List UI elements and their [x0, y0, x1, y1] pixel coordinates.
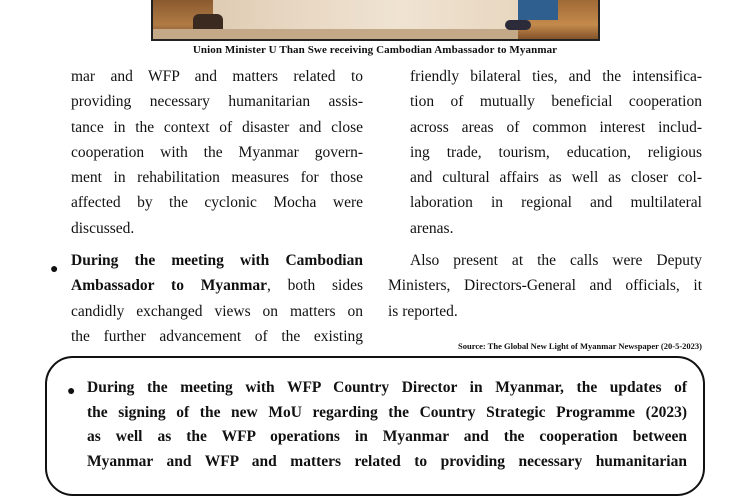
left-column-bullet [71, 248, 363, 349]
text-line: laboration in regional and multilateral [410, 194, 702, 212]
bullet-icon: ● [67, 384, 76, 399]
text-line: discussed. [71, 219, 135, 237]
right-column-paragraph [410, 64, 702, 241]
bold-text: Ambassador to Myanmar [71, 277, 268, 295]
text-line: the signing of the new MoU regarding the Country Strategic Programme (2023) [87, 403, 687, 421]
text-line: friendly bilateral ties, and the intensifica- [410, 68, 702, 85]
text-line: providing necessary humanitarian assis- [71, 93, 363, 111]
text-line: candidly exchanged views on matters on [71, 302, 363, 320]
text-line: is reported. [388, 302, 458, 320]
text-line: tion of mutually beneficial cooperation [410, 93, 702, 111]
text-line: During the meeting with WFP Country Director in Myanmar, the updates of [87, 379, 687, 396]
text-line: ing trade, tourism, education, religious [410, 143, 702, 161]
text-line [71, 248, 363, 273]
bold-text: During the meeting with Cambodian [71, 252, 363, 269]
right-column-paragraph-2 [388, 248, 702, 324]
text-run: , both sides [267, 277, 363, 295]
text-line: arenas. [410, 219, 454, 237]
boxed-text [87, 376, 687, 474]
source-note: Source: The Global New Light of Myanmar Newspaper (20-5-2023) [458, 341, 702, 351]
meeting-photo [151, 0, 600, 41]
text-line: Ministers, Directors-General and officials, it [388, 277, 702, 295]
text-line: Also present at the calls were Deputy [410, 252, 702, 269]
text-line: Myanmar and WFP and matters related to providing necessary humanitarian [87, 452, 687, 470]
text-line: tance in the context of disaster and close [71, 118, 363, 136]
bullet-icon: ● [50, 262, 59, 277]
text-line [71, 273, 363, 298]
text-line: and cultural affairs as well as closer col- [410, 169, 702, 187]
text-line: the further advancement of the existing [71, 327, 363, 345]
photo-caption: Union Minister U Than Swe receiving Cambodian Ambassador to Myanmar [192, 44, 558, 56]
text-line: mar and WFP and matters related to [71, 68, 363, 85]
text-line: as well as the WFP operations in Myanmar and the cooperation between [87, 428, 687, 445]
left-column-paragraph [71, 64, 363, 241]
photo-person-right [518, 0, 558, 20]
text-line: ment in rehabilitation measures for those [71, 169, 363, 187]
boxed-section [45, 356, 705, 496]
photo-shoe [505, 20, 531, 30]
text-line: cooperation with the Myanmar govern- [71, 143, 363, 161]
text-line: affected by the cyclonic Mocha were [71, 194, 363, 212]
text-line: across areas of common interest includ- [410, 118, 702, 136]
